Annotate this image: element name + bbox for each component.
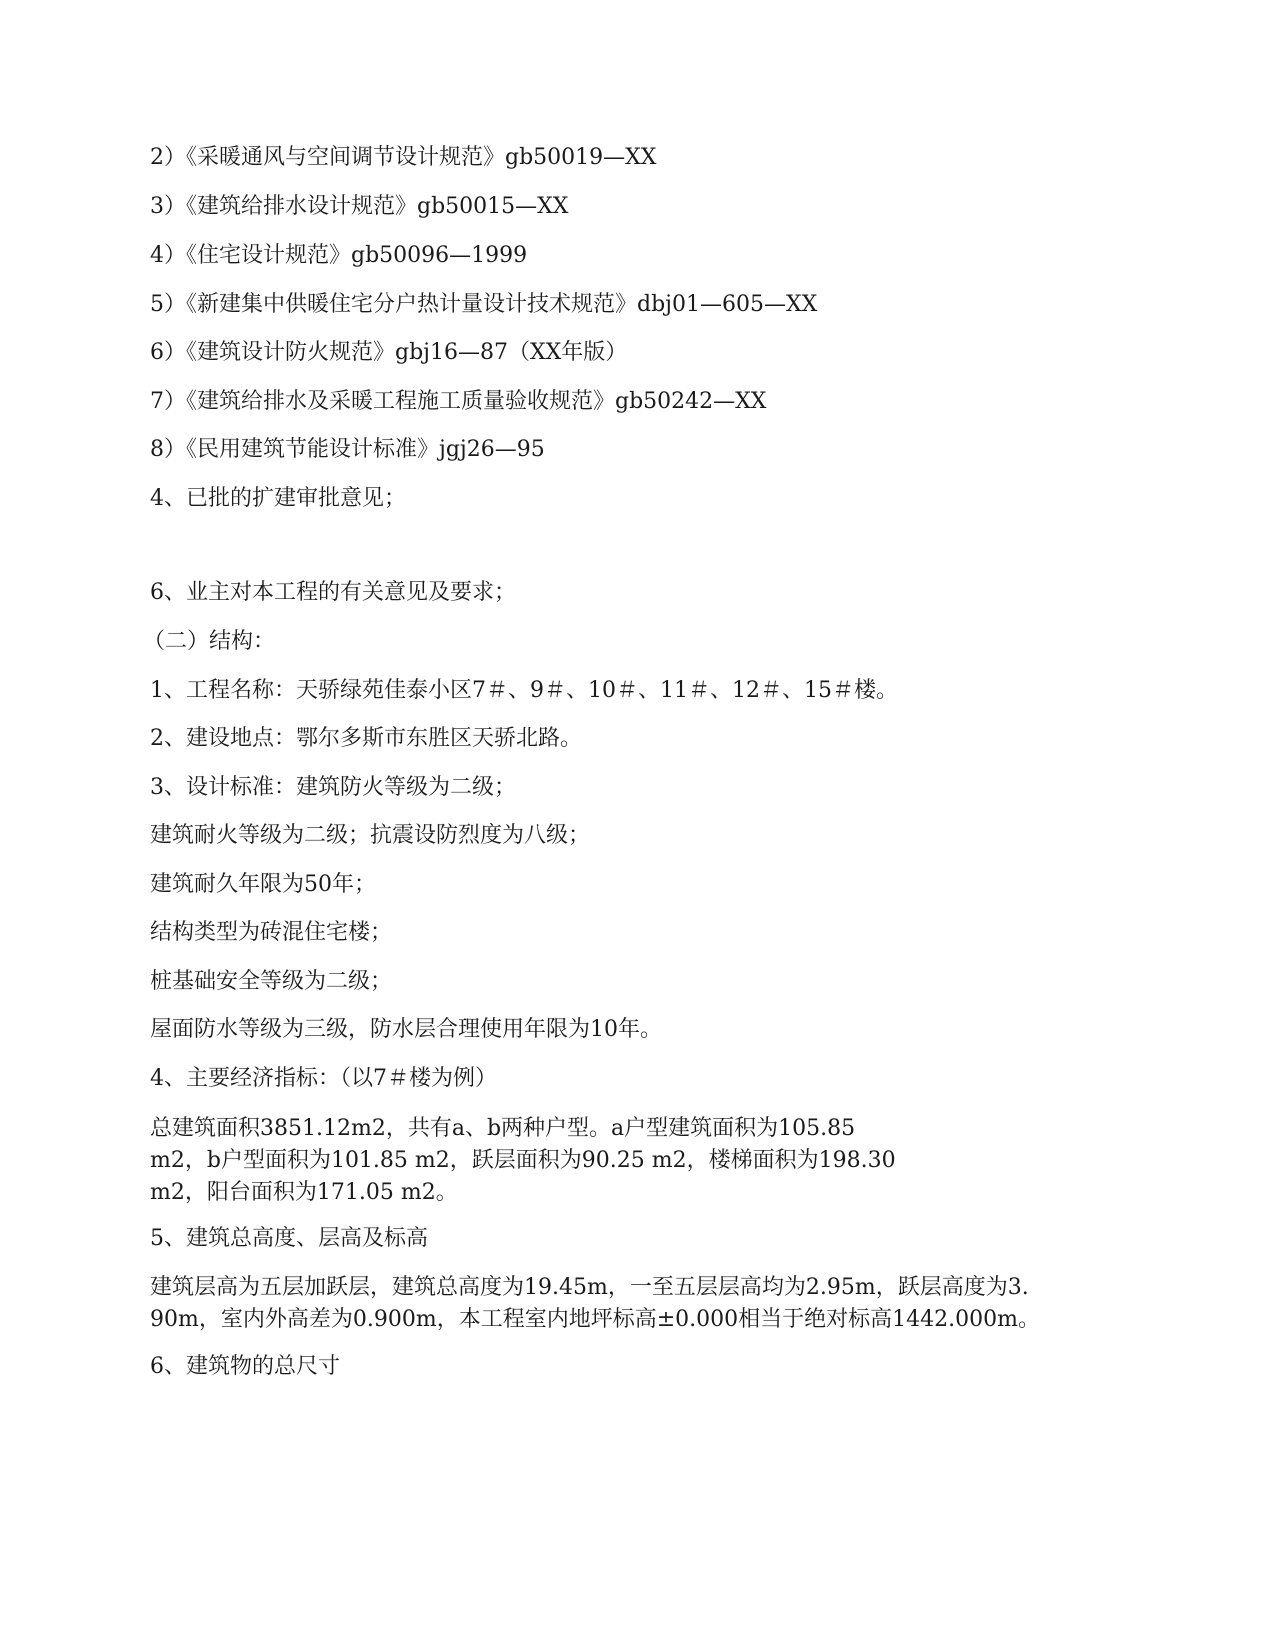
structure-type: 结构类型为砖混住宅楼； xyxy=(150,920,393,945)
owner-requirements: 6、业主对本工程的有关意见及要求； xyxy=(150,580,516,605)
overall-dimensions-heading: 6、建筑物的总尺寸 xyxy=(150,1354,340,1379)
height-paragraph xyxy=(150,1272,1040,1336)
height-heading: 5、建筑总高度、层高及标高 xyxy=(150,1226,428,1251)
design-standard: 3、设计标准：建筑防火等级为二级； xyxy=(150,775,516,800)
pile-foundation-grade: 桩基础安全等级为二级； xyxy=(150,969,393,994)
paragraph-line: 总建筑面积3851.12m2，共有a、b两种户型。a户型建筑面积为105.85 xyxy=(150,1116,856,1141)
standard-item-4: 4）《住宅设计规范》gb50096—1999 xyxy=(150,243,528,268)
standard-item-5: 5）《新建集中供暖住宅分户热计量设计技术规范》dbj01—605—XX xyxy=(150,292,818,317)
standard-item-6: 6）《建筑设计防火规范》gbj16—87（XX年版） xyxy=(150,340,628,365)
standard-item-8: 8）《民用建筑节能设计标准》jgj26—95 xyxy=(150,437,545,462)
durability-years: 建筑耐久年限为50年； xyxy=(150,872,376,897)
fire-resistance-grade: 建筑耐火等级为二级；抗震设防烈度为八级； xyxy=(150,823,591,848)
roof-waterproof-grade: 屋面防水等级为三级，防水层合理使用年限为10年。 xyxy=(150,1017,662,1042)
construction-site: 2、建设地点：鄂尔多斯市东胜区天骄北路。 xyxy=(150,726,582,751)
economic-indicators-heading: 4、主要经济指标：（以7＃楼为例） xyxy=(150,1066,497,1091)
approval-opinion: 4、已批的扩建审批意见； xyxy=(150,486,406,511)
standard-item-7: 7）《建筑给排水及采暖工程施工质量验收规范》gb50242—XX xyxy=(150,389,767,414)
standard-item-3: 3）《建筑给排水设计规范》gb50015—XX xyxy=(150,194,569,219)
section-heading-structure: （二）结构： xyxy=(143,629,276,654)
economic-indicators-paragraph xyxy=(150,1113,896,1209)
paragraph-line: 建筑层高为五层加跃层，建筑总高度为19.45m，一至五层层高均为2.95m，跃层高度为3. xyxy=(150,1275,1029,1300)
standard-item-2: 2）《采暖通风与空间调节设计规范》gb50019—XX xyxy=(150,145,657,170)
project-name: 1、工程名称：天骄绿苑佳泰小区7＃、9＃、10＃、11＃、12＃、15＃楼。 xyxy=(150,678,898,703)
paragraph-line: 90m，室内外高差为0.900m，本工程室内地坪标高±0.000相当于绝对标高1442.000m。 xyxy=(150,1307,1040,1332)
paragraph-line: m2，b户型面积为101.85 m2，跃层面积为90.25 m2，楼梯面积为198.30 xyxy=(150,1148,896,1173)
paragraph-line: m2，阳台面积为171.05 m2。 xyxy=(150,1180,458,1205)
